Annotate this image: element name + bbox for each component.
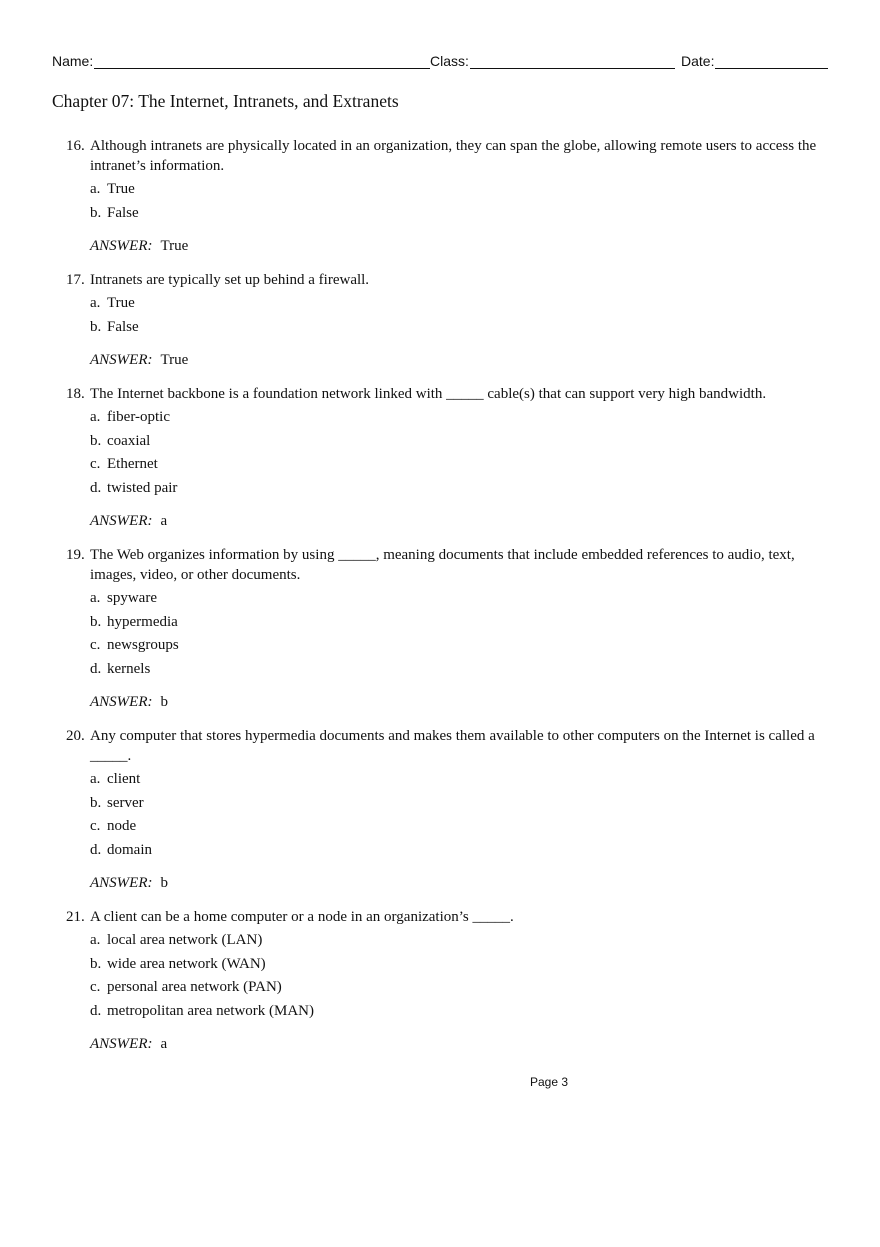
answer-line xyxy=(90,692,831,712)
option-letter: c. xyxy=(90,979,101,995)
option-b xyxy=(90,202,831,226)
option-letter: d. xyxy=(90,479,102,496)
date-label: Date: xyxy=(681,53,715,69)
option-text: False xyxy=(107,318,139,335)
option-letter: b. xyxy=(90,955,102,972)
option-text: Ethernet xyxy=(107,456,158,472)
option-letter: c. xyxy=(90,818,101,834)
option-letter: b. xyxy=(90,432,102,449)
answer-options xyxy=(90,406,831,500)
question-number: 19. xyxy=(66,547,85,563)
question-text: Any computer that stores hypermedia documents and makes them available to other computers on the Internet is called a _____. xyxy=(90,728,815,764)
option-text: spyware xyxy=(107,590,157,606)
option-c xyxy=(90,453,831,477)
option-letter: d. xyxy=(90,841,102,858)
answer-value: True xyxy=(160,352,189,368)
option-d xyxy=(90,477,831,501)
answer-options xyxy=(90,292,831,339)
chapter-title: Chapter 07: The Internet, Intranets, and Extranets xyxy=(52,91,399,111)
option-c xyxy=(90,815,831,839)
option-text: kernels xyxy=(107,660,151,677)
date-field xyxy=(681,52,828,69)
option-letter: a. xyxy=(90,181,101,197)
option-a xyxy=(90,178,831,202)
option-text: server xyxy=(107,794,144,811)
option-text: False xyxy=(107,204,139,221)
answer-label: ANSWER: xyxy=(90,513,153,529)
option-letter: d. xyxy=(90,660,102,677)
question-20 xyxy=(66,726,831,893)
option-b xyxy=(90,792,831,816)
worksheet-header xyxy=(52,52,830,72)
question-17 xyxy=(66,270,831,370)
class-blank-line[interactable] xyxy=(470,52,675,69)
answer-label: ANSWER: xyxy=(90,238,153,254)
option-b xyxy=(90,430,831,454)
question-19 xyxy=(66,545,831,712)
option-letter: b. xyxy=(90,613,102,630)
question-text: The Web organizes information by using _____, meaning documents that include embedded references to audio, text, images, video, or other documents. xyxy=(90,547,795,583)
option-text: metropolitan area network (MAN) xyxy=(107,1002,315,1019)
option-text: newsgroups xyxy=(107,637,179,653)
option-text: True xyxy=(107,181,135,197)
question-21 xyxy=(66,907,831,1054)
option-a xyxy=(90,768,831,792)
question-stem xyxy=(66,270,831,290)
question-text: The Internet backbone is a foundation network linked with _____ cable(s) that can support very high bandwidth. xyxy=(90,386,767,402)
question-number: 17. xyxy=(66,272,85,288)
option-text: True xyxy=(107,295,135,311)
question-number: 21. xyxy=(66,909,85,925)
option-text: node xyxy=(107,818,137,834)
answer-options xyxy=(90,178,831,225)
question-18 xyxy=(66,384,831,531)
answer-label: ANSWER: xyxy=(90,1036,153,1052)
answer-value: b xyxy=(160,694,168,710)
answer-options xyxy=(90,768,831,862)
answer-line xyxy=(90,236,831,256)
question-number: 16. xyxy=(66,138,85,154)
option-text: twisted pair xyxy=(107,479,178,496)
option-text: coaxial xyxy=(107,432,151,449)
answer-value: a xyxy=(160,1036,168,1052)
option-c xyxy=(90,634,831,658)
question-16 xyxy=(66,136,831,256)
question-list xyxy=(66,136,831,1068)
class-field xyxy=(430,52,675,69)
option-letter: c. xyxy=(90,637,101,653)
option-text: local area network (LAN) xyxy=(107,932,263,948)
option-a xyxy=(90,587,831,611)
option-a xyxy=(90,406,831,430)
question-text: A client can be a home computer or a node in an organization’s _____. xyxy=(90,909,514,925)
question-stem xyxy=(66,907,831,927)
option-text: hypermedia xyxy=(107,613,178,630)
answer-label: ANSWER: xyxy=(90,352,153,368)
answer-label: ANSWER: xyxy=(90,694,153,710)
answer-line xyxy=(90,511,831,531)
question-stem xyxy=(66,726,831,766)
question-stem xyxy=(66,545,831,585)
answer-value: a xyxy=(160,513,168,529)
answer-line xyxy=(90,350,831,370)
option-letter: a. xyxy=(90,771,101,787)
option-letter: d. xyxy=(90,1002,102,1019)
name-field xyxy=(52,52,430,69)
option-letter: b. xyxy=(90,318,102,335)
answer-value: b xyxy=(160,875,168,891)
option-letter: a. xyxy=(90,409,101,425)
option-text: domain xyxy=(107,841,152,858)
option-letter: a. xyxy=(90,295,101,311)
class-label: Class: xyxy=(430,53,469,69)
option-b xyxy=(90,611,831,635)
option-d xyxy=(90,1000,831,1024)
question-stem xyxy=(66,384,831,404)
name-label: Name: xyxy=(52,53,94,69)
page-number: Page 3 xyxy=(530,1075,569,1089)
answer-options xyxy=(90,587,831,681)
option-letter: b. xyxy=(90,204,102,221)
option-text: personal area network (PAN) xyxy=(107,979,282,995)
date-blank-line[interactable] xyxy=(715,52,828,69)
option-b xyxy=(90,953,831,977)
option-letter: a. xyxy=(90,590,101,606)
answer-options xyxy=(90,929,831,1023)
option-text: wide area network (WAN) xyxy=(107,955,266,972)
answer-label: ANSWER: xyxy=(90,875,153,891)
answer-line xyxy=(90,873,831,893)
option-letter: c. xyxy=(90,456,101,472)
question-text: Intranets are typically set up behind a firewall. xyxy=(90,272,370,288)
answer-value: True xyxy=(160,238,189,254)
option-text: fiber-optic xyxy=(107,409,171,425)
option-d xyxy=(90,658,831,682)
option-letter: b. xyxy=(90,794,102,811)
answer-line xyxy=(90,1034,831,1054)
question-text: Although intranets are physically located in an organization, they can span the globe, allowing remote users to access the intranet’s information. xyxy=(90,138,817,174)
name-blank-line[interactable] xyxy=(94,52,430,69)
option-letter: a. xyxy=(90,932,101,948)
option-b xyxy=(90,316,831,340)
question-stem xyxy=(66,136,831,176)
question-number: 20. xyxy=(66,728,85,744)
question-number: 18. xyxy=(66,386,85,402)
option-a xyxy=(90,929,831,953)
option-d xyxy=(90,839,831,863)
option-c xyxy=(90,976,831,1000)
option-a xyxy=(90,292,831,316)
option-text: client xyxy=(107,771,141,787)
